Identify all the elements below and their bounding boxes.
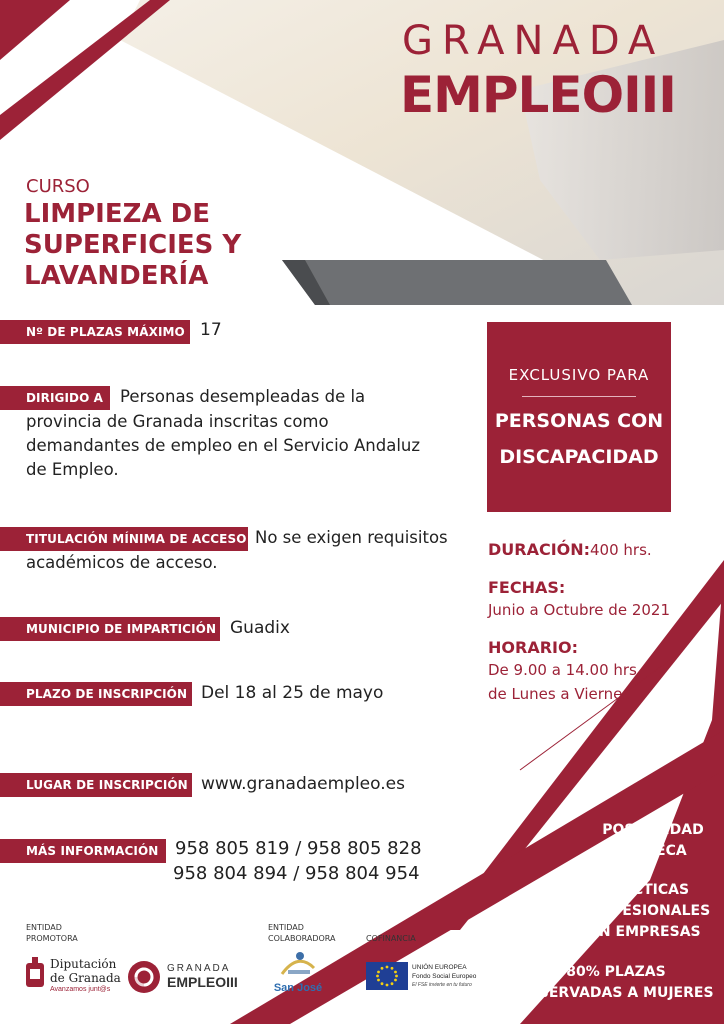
plazas-value: 17: [200, 320, 222, 340]
cofinancia-label: COFINANCIA: [366, 934, 416, 943]
plazas-label: Nº DE PLAZAS MÁXIMO: [0, 320, 190, 344]
course-title-line3: LAVANDERÍA: [24, 261, 209, 291]
course-title-line2: SUPERFICIES Y: [24, 230, 242, 260]
beca-line2: DE BECA: [619, 843, 687, 859]
titulacion-line1: No se exigen requisitos: [255, 528, 448, 547]
eu-line3: El FSE invierte en tu futuro: [412, 982, 472, 988]
duracion-label: DURACIÓN:: [488, 540, 591, 559]
promotora-label-line1: ENTIDAD: [26, 923, 62, 932]
eu-line2: Fondo Social Europeo: [412, 973, 477, 980]
plazo-label: PLAZO DE INSCRIPCIÓN: [0, 682, 192, 706]
dirigido-line1: Personas desempleadas de la: [120, 387, 366, 406]
fechas-value: Junio a Octubre de 2021: [488, 601, 670, 619]
promotora-label-line2: PROMOTORA: [26, 934, 78, 943]
horario-line2: de Lunes a Viernes: [488, 685, 631, 703]
diputacion-tagline: Avanzamos junt@s: [50, 986, 111, 993]
eu-line1: UNIÓN EUROPEA: [412, 964, 467, 971]
info-phones-line2: 958 804 894 / 958 804 954: [173, 863, 420, 884]
eu-logo: [366, 962, 496, 992]
dirigido-line4: de Empleo.: [26, 460, 119, 479]
info-phones-line1: 958 805 819 / 958 805 828: [175, 838, 422, 859]
mujeres-line2: RESERVADAS A MUJERES: [518, 985, 714, 1001]
sanjose-name: San José: [273, 982, 323, 994]
exclusive-line2: DISCAPACIDAD: [499, 446, 659, 468]
grey-bar: [282, 260, 632, 305]
plazo-value: Del 18 al 25 de mayo: [201, 683, 384, 703]
exclusive-divider: [522, 396, 636, 397]
lugar-value[interactable]: www.granadaempleo.es: [201, 774, 405, 794]
colaboradora-label-line1: ENTIDAD: [268, 923, 304, 932]
granada-empleo-logo: [127, 960, 247, 994]
dirigido-label: DIRIGIDO A: [0, 386, 110, 410]
practicas-line3: EN EMPRESAS: [589, 924, 701, 940]
beca-line1: POSIBILIDAD: [602, 822, 704, 838]
duracion-value: 400 hrs.: [590, 541, 652, 559]
horario-label: HORARIO:: [488, 638, 578, 657]
titulacion-label: TITULACIÓN MÍNIMA DE ACCESO: [0, 527, 248, 551]
municipio-label: MUNICIPIO DE IMPARTICIÓN: [0, 617, 220, 641]
course-kicker: CURSO: [26, 176, 90, 197]
exclusive-line1: PERSONAS CON: [494, 410, 664, 432]
diputacion-line1: Diputación: [50, 957, 117, 971]
titulacion-line2: académicos de acceso.: [26, 553, 218, 572]
municipio-value: Guadix: [230, 618, 290, 638]
horario-line1: De 9.00 a 14.00 hrs.: [488, 661, 642, 679]
diputacion-line2: de Granada: [50, 971, 121, 985]
ge-logo-line2: EMPLEOIII: [167, 974, 238, 990]
lugar-label: LUGAR DE INSCRIPCIÓN: [0, 773, 192, 797]
practicas-line2: PROFESIONALES: [579, 903, 711, 919]
colaboradora-label-line2: COLABORADORA: [268, 934, 336, 943]
exclusive-kicker: EXCLUSIVO PARA: [508, 366, 650, 384]
brand-name: GRANADA: [402, 18, 665, 64]
dirigido-line2: provincia de Granada inscritas como: [26, 412, 329, 431]
dirigido-line3: demandantes de empleo en el Servicio Andaluz: [26, 436, 421, 455]
brand-program: EMPLEOIII: [400, 66, 676, 124]
fechas-label: FECHAS:: [488, 578, 566, 597]
granada-empleo-symbol-icon: [127, 960, 161, 994]
diputacion-logo: [24, 955, 120, 995]
info-label: MÁS INFORMACIÓN: [0, 839, 166, 863]
ge-logo-line1: GRANADA: [167, 963, 231, 974]
sanjose-logo: [266, 948, 330, 998]
top-left-stripe: [0, 0, 70, 60]
diputacion-crest-icon: [24, 957, 46, 991]
practicas-line1: PRÁCTICAS: [600, 882, 690, 898]
mujeres-line1: 80% PLAZAS: [566, 964, 666, 980]
sanjose-figure-icon: [278, 948, 318, 978]
eu-flag-icon: [366, 962, 408, 990]
course-title-line1: LIMPIEZA DE: [24, 199, 210, 229]
